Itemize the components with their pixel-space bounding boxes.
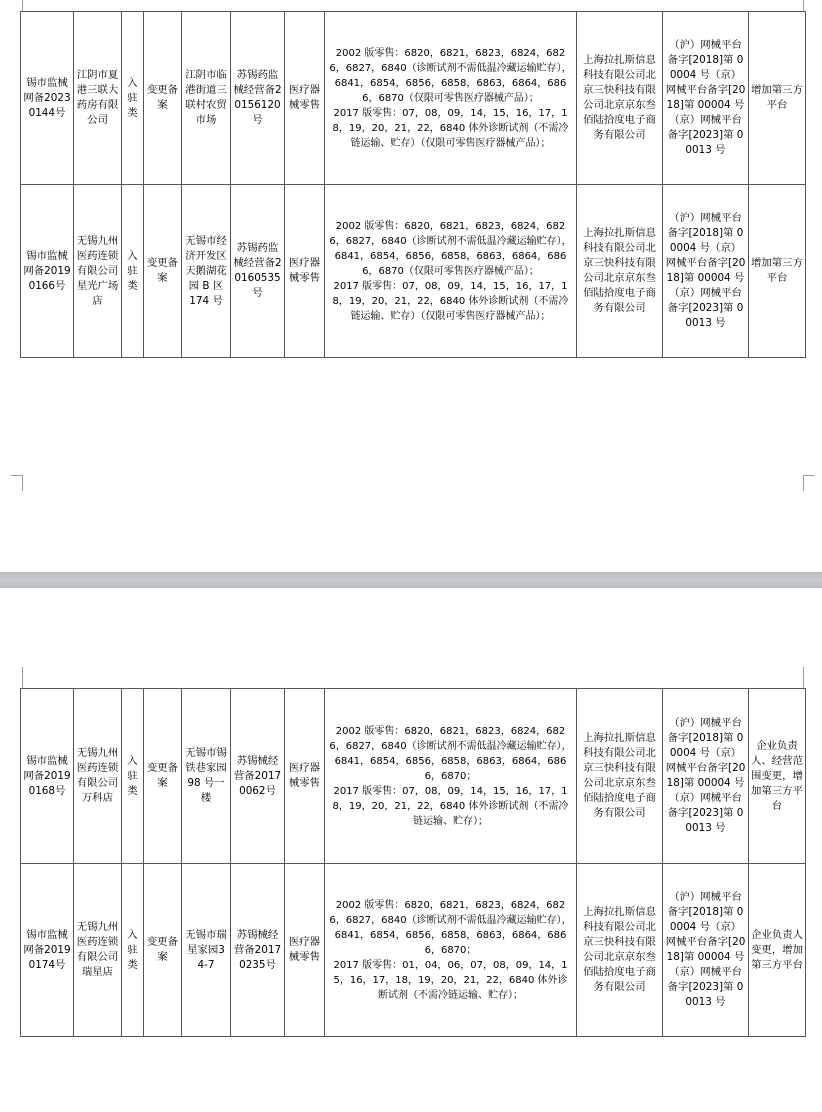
crop-mark-bottom-left	[11, 475, 22, 476]
address-cell: 江阴市临港街道三联村农贸市场	[182, 12, 231, 185]
table-row	[21, 185, 806, 358]
category-cell: 医疗器械零售	[285, 864, 325, 1037]
company-name-cell: 无锡九州医药连锁有限公司星光广场店	[74, 185, 122, 358]
platform-record-cell: （沪）网械平台备字[2018]第 00004 号（京）网械平台备字[2018]第 00004 号（京）网械平台备字[2023]第 00013 号	[663, 185, 749, 358]
crop-mark-top-left	[22, 667, 23, 688]
scope-2002: 2002 版零售：6820，6821，6823，6824，6826，6827，6840（诊断试剂不需低温冷藏运输贮存），6841，6854，6856，6858，6863，6864，6866，6870（仅限可零售医疗器械产品）；	[329, 47, 572, 104]
registration-table-2	[20, 688, 806, 1037]
scope-2017: 2017 版零售：07，08，09，14，15，16，17，18，19，20，21，22，6840 体外诊断试剂（不需冷链运输、贮存）（仅限可零售医疗器械产品）；	[332, 107, 569, 149]
address-cell: 无锡市经济开发区天鹅湖花园 B 区 174 号	[182, 185, 231, 358]
type-cell: 入驻类	[122, 864, 144, 1037]
platform-company-cell: 上海拉扎斯信息科技有限公司北京三快科技有限公司北京京东叁佰陆拾度电子商务有限公司	[577, 12, 663, 185]
license-cell: 苏锡药监械经营备20156120号	[231, 12, 285, 185]
type-cell: 入驻类	[122, 185, 144, 358]
change-cell: 增加第三方平台	[749, 12, 806, 185]
table-row	[21, 689, 806, 864]
business-scope-cell	[325, 12, 577, 185]
action-cell: 变更备案	[144, 864, 182, 1037]
crop-mark-bottom-right	[803, 475, 814, 476]
scope-2002: 2002 版零售：6820，6821，6823，6824，6826，6827，6840（诊断试剂不需低温冷藏运输贮存），6841，6854，6856，6858，6863，6864，6866，6870（仅限可零售医疗器械产品）；	[329, 220, 572, 277]
address-cell: 无锡市锡铁巷家园 98 号一楼	[182, 689, 231, 864]
scope-2002: 2002 版零售：6820，6821，6823，6824，6826，6827，6840（诊断试剂不需低温冷藏运输贮存），6841，6854，6856，6858，6863，6864，6866，6870；	[329, 899, 572, 956]
action-cell: 变更备案	[144, 185, 182, 358]
type-cell: 入驻类	[122, 689, 144, 864]
record-number-cell: 锡市监械网备20230144号	[21, 12, 74, 185]
crop-mark-top-right	[803, 667, 804, 688]
address-cell: 无锡市瑞星家园34-7	[182, 864, 231, 1037]
record-number-cell: 锡市监械网备20190166号	[21, 185, 74, 358]
table-row	[21, 12, 806, 185]
license-cell: 苏锡药监械经营备20160535号	[231, 185, 285, 358]
company-name-cell: 江阴市夏港三联大药房有限公司	[74, 12, 122, 185]
action-cell: 变更备案	[144, 689, 182, 864]
business-scope-cell	[325, 864, 577, 1037]
scope-2017: 2017 版零售：07，08，09，14，15，16，17，18，19，20，21，22，6840 体外诊断试剂（不需冷链运输、贮存）；	[332, 785, 569, 827]
business-scope-cell	[325, 689, 577, 864]
platform-company-cell: 上海拉扎斯信息科技有限公司北京三快科技有限公司北京京东叁佰陆拾度电子商务有限公司	[577, 185, 663, 358]
change-cell: 企业负责人变更，增加第三方平台	[749, 864, 806, 1037]
category-cell: 医疗器械零售	[285, 689, 325, 864]
registration-table-1	[20, 11, 806, 358]
category-cell: 医疗器械零售	[285, 185, 325, 358]
category-cell: 医疗器械零售	[285, 12, 325, 185]
crop-mark-bottom-left-v	[22, 475, 23, 491]
change-cell: 增加第三方平台	[749, 185, 806, 358]
record-number-cell: 锡市监械网备20190168号	[21, 689, 74, 864]
company-name-cell: 无锡九州医药连锁有限公司瑞星店	[74, 864, 122, 1037]
crop-mark-top-left	[22, 0, 23, 11]
record-number-cell: 锡市监械网备20190174号	[21, 864, 74, 1037]
license-cell: 苏锡械经营备20170062号	[231, 689, 285, 864]
crop-mark-top-right	[803, 0, 804, 11]
scope-2017: 2017 版零售：01，04，06，07，08，09，14，15，16，17，18，19，20，21，22，6840 体外诊断试剂（不需冷链运输、贮存）；	[333, 959, 568, 1001]
action-cell: 变更备案	[144, 12, 182, 185]
crop-mark-bottom-right-v	[803, 475, 804, 491]
change-cell: 企业负责人、经营范围变更，增加第三方平台	[749, 689, 806, 864]
table-row	[21, 864, 806, 1037]
license-cell: 苏锡械经营备20170235号	[231, 864, 285, 1037]
platform-record-cell: （沪）网械平台备字[2018]第 00004 号（京）网械平台备字[2018]第 00004 号（京）网械平台备字[2023]第 00013 号	[663, 12, 749, 185]
scope-2017: 2017 版零售：07，08，09，14，15，16，17，18，19，20，21，22，6840 体外诊断试剂（不需冷链运输、贮存）（仅限可零售医疗器械产品）；	[332, 280, 569, 322]
platform-company-cell: 上海拉扎斯信息科技有限公司北京三快科技有限公司北京京东叁佰陆拾度电子商务有限公司	[577, 689, 663, 864]
company-name-cell: 无锡九州医药连锁有限公司万科店	[74, 689, 122, 864]
platform-record-cell: （沪）网械平台备字[2018]第 00004 号（京）网械平台备字[2018]第 00004 号（京）网械平台备字[2023]第 00013 号	[663, 864, 749, 1037]
scope-2002: 2002 版零售：6820，6821，6823，6824，6826，6827，6840（诊断试剂不需低温冷藏运输贮存），6841，6854，6856，6858，6863，6864，6866，6870；	[329, 725, 572, 782]
business-scope-cell	[325, 185, 577, 358]
platform-company-cell: 上海拉扎斯信息科技有限公司北京三快科技有限公司北京京东叁佰陆拾度电子商务有限公司	[577, 864, 663, 1037]
page-separator	[0, 572, 822, 588]
platform-record-cell: （沪）网械平台备字[2018]第 00004 号（京）网械平台备字[2018]第 00004 号（京）网械平台备字[2023]第 00013 号	[663, 689, 749, 864]
type-cell: 入驻类	[122, 12, 144, 185]
document-page-2	[0, 588, 822, 1112]
